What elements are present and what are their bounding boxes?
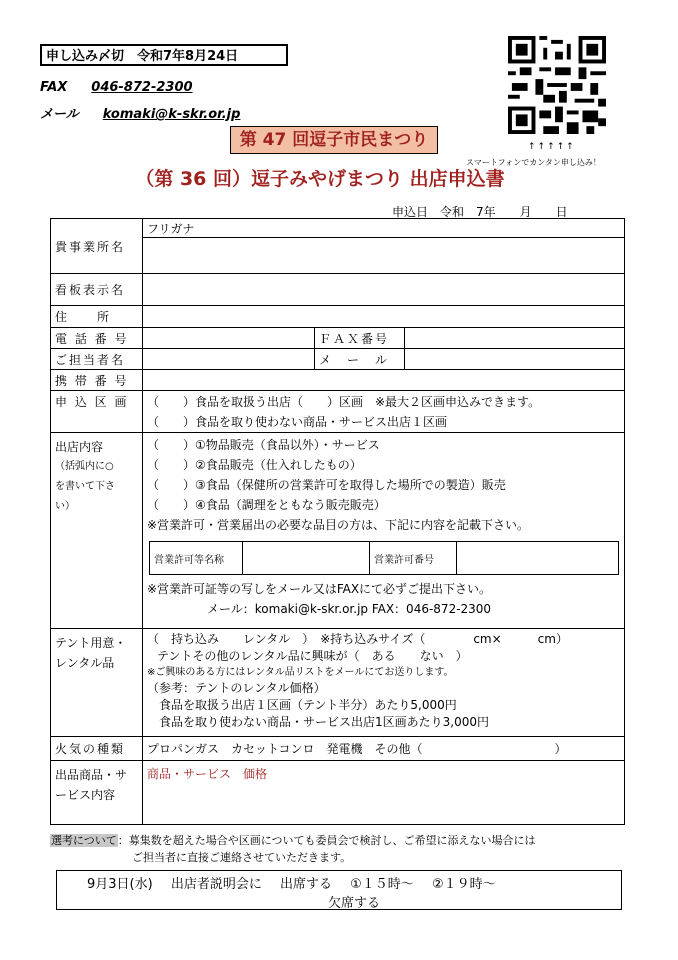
content-option-1[interactable]: （ ）①物品販売（食品以外）・サービス bbox=[147, 438, 380, 452]
mobile-label: 携 帯 番 号 bbox=[51, 370, 143, 391]
selection-note bbox=[50, 832, 640, 866]
products-label1: 出品商品・サ bbox=[55, 768, 128, 782]
signboard-label: 看板表示名 bbox=[51, 274, 143, 306]
briefing-box bbox=[56, 870, 622, 910]
email-field[interactable] bbox=[405, 349, 625, 370]
tent-options bbox=[143, 629, 625, 737]
content-sub2: を書いて下さ bbox=[55, 481, 115, 492]
festival-title: 第 47 回逗子市民まつり bbox=[230, 126, 438, 154]
briefing-attend-option[interactable]: 出席する bbox=[279, 877, 332, 892]
content-label: 出店内容 bbox=[55, 440, 104, 454]
permit-table bbox=[149, 541, 619, 575]
section-label: 申 込 区 画 bbox=[51, 391, 143, 433]
form-title: （第 36 回）逗子みやげまつり 出店申込書 bbox=[135, 168, 505, 190]
fax-line bbox=[40, 80, 193, 95]
address-label: 住 所 bbox=[51, 306, 143, 328]
phone-field[interactable] bbox=[143, 328, 315, 349]
qr-code-icon[interactable] bbox=[508, 36, 606, 134]
products-value: 商品・サービス 価格 bbox=[147, 767, 268, 781]
fax-number-label: ＦＡＸ番号 bbox=[315, 328, 405, 349]
tent-label-cell bbox=[51, 629, 143, 737]
address-field[interactable] bbox=[143, 306, 625, 328]
content-label-cell bbox=[51, 433, 143, 629]
tent-price-food: 食品を取扱う出店１区画（テント半分）あたり5,000円 bbox=[159, 698, 457, 712]
tent-price-heading: （参考：テントのレンタル価格） bbox=[147, 681, 326, 695]
products-label2: ービス内容 bbox=[55, 788, 116, 802]
section-option-nonfood[interactable]: （ ）食品を取り使わない商品・サービス出店１区画 bbox=[147, 414, 448, 429]
tent-bring-rental[interactable]: （ 持ち込み レンタル ） ※持ち込みサイズ（ cm× cm） bbox=[147, 632, 568, 646]
selection-text1: ：募集数を超えた場合や区画についても委員会で検討し、ご希望に添えない場合には bbox=[117, 834, 536, 847]
contact-person-label: ご担当者名 bbox=[51, 349, 143, 370]
business-name-label: 貴事業所名 bbox=[51, 219, 143, 274]
content-sub1: （括弧内に○ bbox=[55, 461, 114, 472]
signboard-field[interactable] bbox=[143, 274, 625, 306]
content-option-3[interactable]: （ ）③食品（保健所の営業許可を取得した場所での製造）販売 bbox=[147, 478, 506, 492]
phone-label: 電 話 番 号 bbox=[51, 328, 143, 349]
briefing-time-15[interactable]: ①１５時～ bbox=[350, 877, 414, 892]
section-option-food[interactable]: （ ）食品を取扱う出店（ ）区画 ※最大２区画申込みできます。 bbox=[147, 394, 541, 409]
business-name-field[interactable] bbox=[143, 238, 625, 274]
briefing-event: 出店者説明会に bbox=[170, 877, 262, 892]
permit-contact: メール：komaki@k-skr.or.jp FAX：046-872-2300 bbox=[207, 602, 492, 616]
contact-person-field[interactable] bbox=[143, 349, 315, 370]
section-options[interactable] bbox=[143, 391, 625, 433]
mobile-field[interactable] bbox=[143, 370, 625, 391]
content-option-2[interactable]: （ ）②食品販売（仕入れしたもの） bbox=[147, 458, 362, 472]
tent-label2: レンタル品 bbox=[55, 656, 115, 670]
content-option-4[interactable]: （ ）④食品（調理をともなう販売販売） bbox=[147, 498, 386, 512]
briefing-absent-option[interactable]: 欠席する bbox=[328, 896, 381, 911]
permit-name-field[interactable] bbox=[243, 542, 370, 575]
permit-number-label: 営業許可番号 bbox=[370, 542, 457, 575]
email-label: メ ー ル bbox=[315, 349, 405, 370]
application-date: 申込日 令和 7年 月 日 bbox=[392, 205, 568, 219]
fax-label: FAX bbox=[40, 80, 68, 95]
qr-caption: スマートフォンでカンタン申し込み！ bbox=[466, 158, 601, 167]
selection-heading: 選考について bbox=[51, 834, 117, 847]
furigana-label: フリガナ bbox=[147, 221, 195, 236]
permit-note: ※営業許可・営業届出の必要な品目の方は、下記に内容を記載下さい。 bbox=[147, 518, 530, 532]
mail-label: メール bbox=[40, 107, 79, 122]
fire-label: 火気の種類 bbox=[51, 737, 143, 761]
tent-rental-interest[interactable]: テントその他のレンタル品に興味が（ ある ない ） bbox=[157, 649, 468, 663]
tent-label1: テント用意・ bbox=[55, 636, 127, 650]
fax-number: 046-872-2300 bbox=[91, 80, 193, 95]
qr-arrows: ↑↑↑↑↑ bbox=[528, 142, 576, 152]
permit-copy-note: ※営業許可証等の写しをメール又はFAXにて必ずご提出下さい。 bbox=[147, 582, 492, 596]
deadline-box: 申し込み〆切 令和7年8月24日 bbox=[40, 44, 288, 66]
fire-options[interactable]: プロパンガス カセットコンロ 発電機 その他（ ） bbox=[143, 737, 625, 761]
products-field[interactable] bbox=[143, 761, 625, 825]
briefing-date: 9月3日(水) bbox=[87, 877, 153, 892]
selection-text2: ご担当者に直接ご連絡させていただきます。 bbox=[132, 851, 352, 864]
tent-rental-note: ※ご興味のある方にはレンタル品リストをメールにてお送りします。 bbox=[147, 667, 454, 678]
briefing-time-19[interactable]: ②１９時～ bbox=[431, 877, 496, 892]
products-label-cell bbox=[51, 761, 143, 825]
furigana-field[interactable] bbox=[143, 219, 625, 238]
permit-number-field[interactable] bbox=[457, 542, 619, 575]
permit-name-label: 営業許可等名称 bbox=[150, 542, 243, 575]
application-form bbox=[50, 218, 625, 825]
mail-line bbox=[40, 103, 240, 122]
mail-address[interactable]: komaki@k-skr.or.jp bbox=[102, 107, 241, 122]
tent-price-nonfood: 食品を取り使わない商品・サービス出店1区画あたり3,000円 bbox=[159, 715, 489, 729]
content-options bbox=[143, 433, 625, 629]
fax-field[interactable] bbox=[405, 328, 625, 349]
content-sub3: い） bbox=[55, 501, 75, 512]
